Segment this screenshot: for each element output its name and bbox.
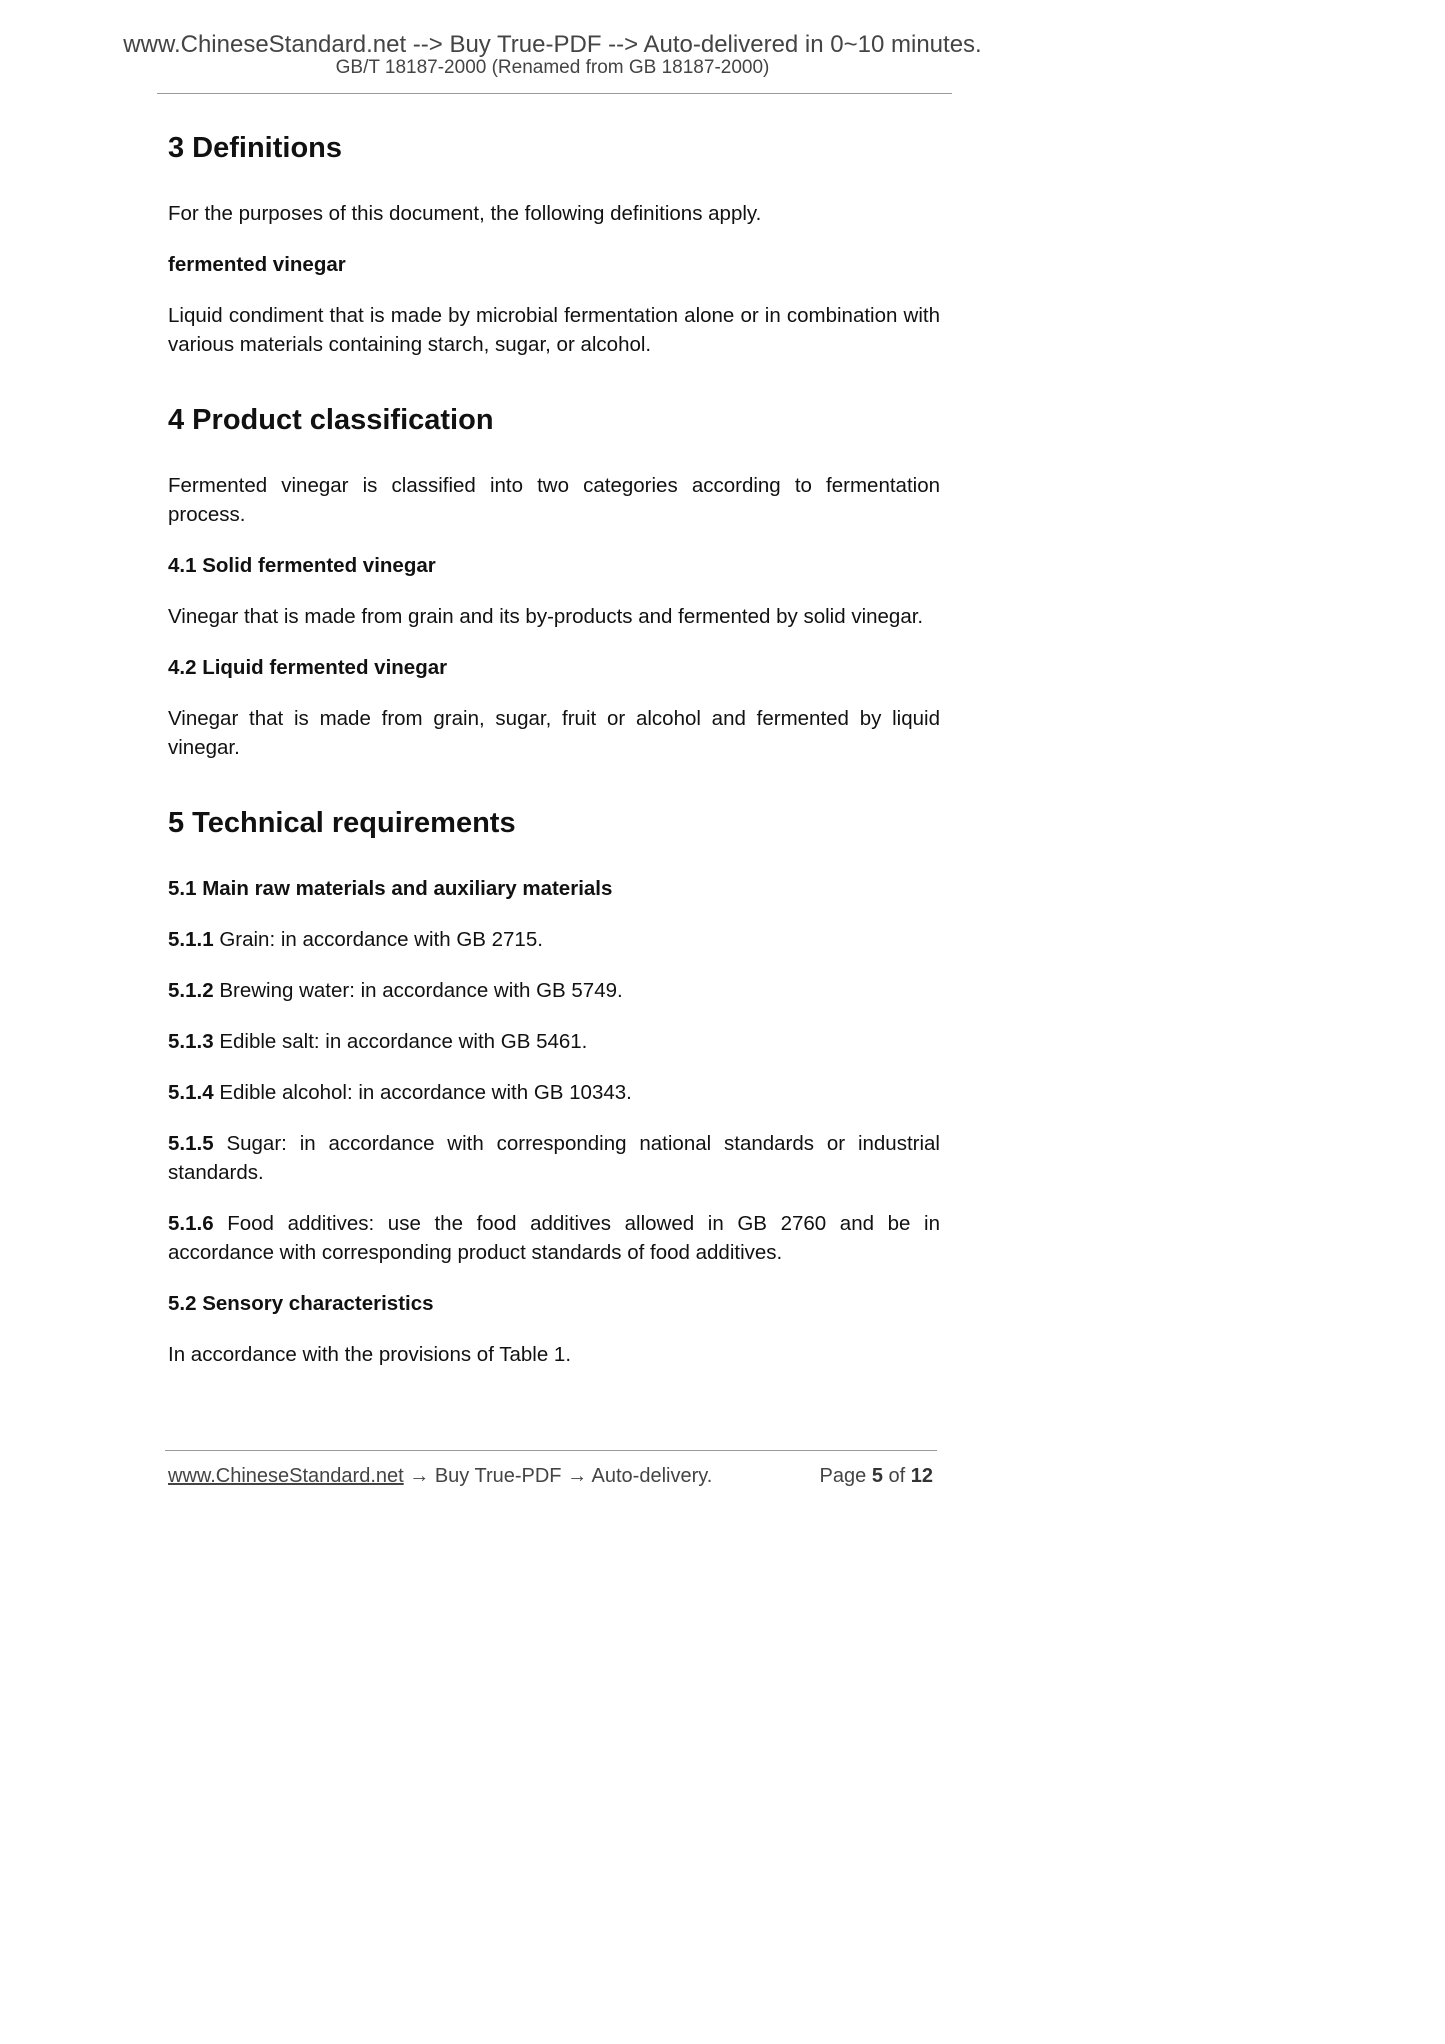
page-indicator — [820, 1465, 933, 1488]
clause-5-1-6 — [168, 1209, 940, 1267]
section-4-intro: Fermented vinegar is classified into two categories according to fermentation process. — [168, 474, 940, 526]
section-4-1-text: Vinegar that is made from grain and its by-products and fermented by solid vinegar. — [168, 605, 924, 628]
page-total: 12 — [910, 1465, 933, 1487]
clause-text: Edible salt: in accordance with GB 5461. — [219, 1030, 588, 1053]
document-body — [168, 128, 940, 1369]
section-4-1-heading: 4.1 Solid fermented vinegar — [168, 554, 436, 577]
clause-5-1-5 — [168, 1129, 940, 1187]
section-4-2-heading: 4.2 Liquid fermented vinegar — [168, 656, 448, 679]
page-label: Page — [819, 1465, 867, 1487]
section-5-2-heading: 5.2 Sensory characteristics — [168, 1292, 434, 1315]
footer — [168, 1465, 933, 1488]
term-definition: Liquid condiment that is made by microbial fermentation alone or in combination with various materials containing starch, sugar, or alcohol. — [168, 304, 940, 356]
section-4-2-text: Vinegar that is made from grain, sugar, fruit or alcohol and fermented by liquid vinegar. — [168, 707, 940, 759]
clause-5-1-3 — [168, 1027, 940, 1056]
section-4-heading: 4 Product classification — [168, 404, 494, 436]
clause-text: Grain: in accordance with GB 2715. — [219, 928, 543, 951]
clause-text: Sugar: in accordance with corresponding national standards or industrial standards. — [168, 1132, 940, 1184]
header-divider — [157, 93, 952, 94]
page-of: of — [888, 1465, 906, 1487]
header-standard-id: GB/T 18187-2000 (Renamed from GB 18187-2000) — [335, 57, 770, 78]
section-5-2-text: In accordance with the provisions of Table 1. — [168, 1343, 572, 1366]
clause-text: Brewing water: in accordance with GB 5749. — [219, 979, 623, 1002]
clause-number: 5.1.5 — [168, 1132, 214, 1155]
clause-number: 5.1.6 — [168, 1212, 214, 1235]
page-current: 5 — [871, 1465, 883, 1487]
footer-tagline: → Buy True-PDF → Auto-delivery. — [409, 1465, 713, 1487]
section-5-1-heading: 5.1 Main raw materials and auxiliary materials — [168, 877, 613, 900]
footer-divider — [165, 1450, 937, 1451]
section-3-intro: For the purposes of this document, the following definitions apply. — [168, 202, 762, 225]
clause-number: 5.1.3 — [168, 1030, 214, 1053]
header-banner: www.ChineseStandard.net --> Buy True-PDF --> Auto-delivered in 0~10 minutes. — [123, 31, 982, 58]
term-fermented-vinegar: fermented vinegar — [168, 253, 346, 276]
clause-number: 5.1.4 — [168, 1081, 214, 1104]
clause-text: Food additives: use the food additives allowed in GB 2760 and be in accordance with corresponding product standards of food additives. — [168, 1212, 940, 1264]
clause-5-1-4 — [168, 1078, 940, 1107]
section-5-heading: 5 Technical requirements — [168, 807, 516, 839]
clause-number: 5.1.2 — [168, 979, 214, 1002]
clause-5-1-2 — [168, 976, 940, 1005]
footer-site-link[interactable]: www.ChineseStandard.net — [168, 1465, 404, 1487]
clause-number: 5.1.1 — [168, 928, 214, 951]
clause-text: Edible alcohol: in accordance with GB 10343. — [219, 1081, 632, 1104]
section-3-heading: 3 Definitions — [168, 132, 343, 164]
clause-5-1-1 — [168, 925, 940, 954]
